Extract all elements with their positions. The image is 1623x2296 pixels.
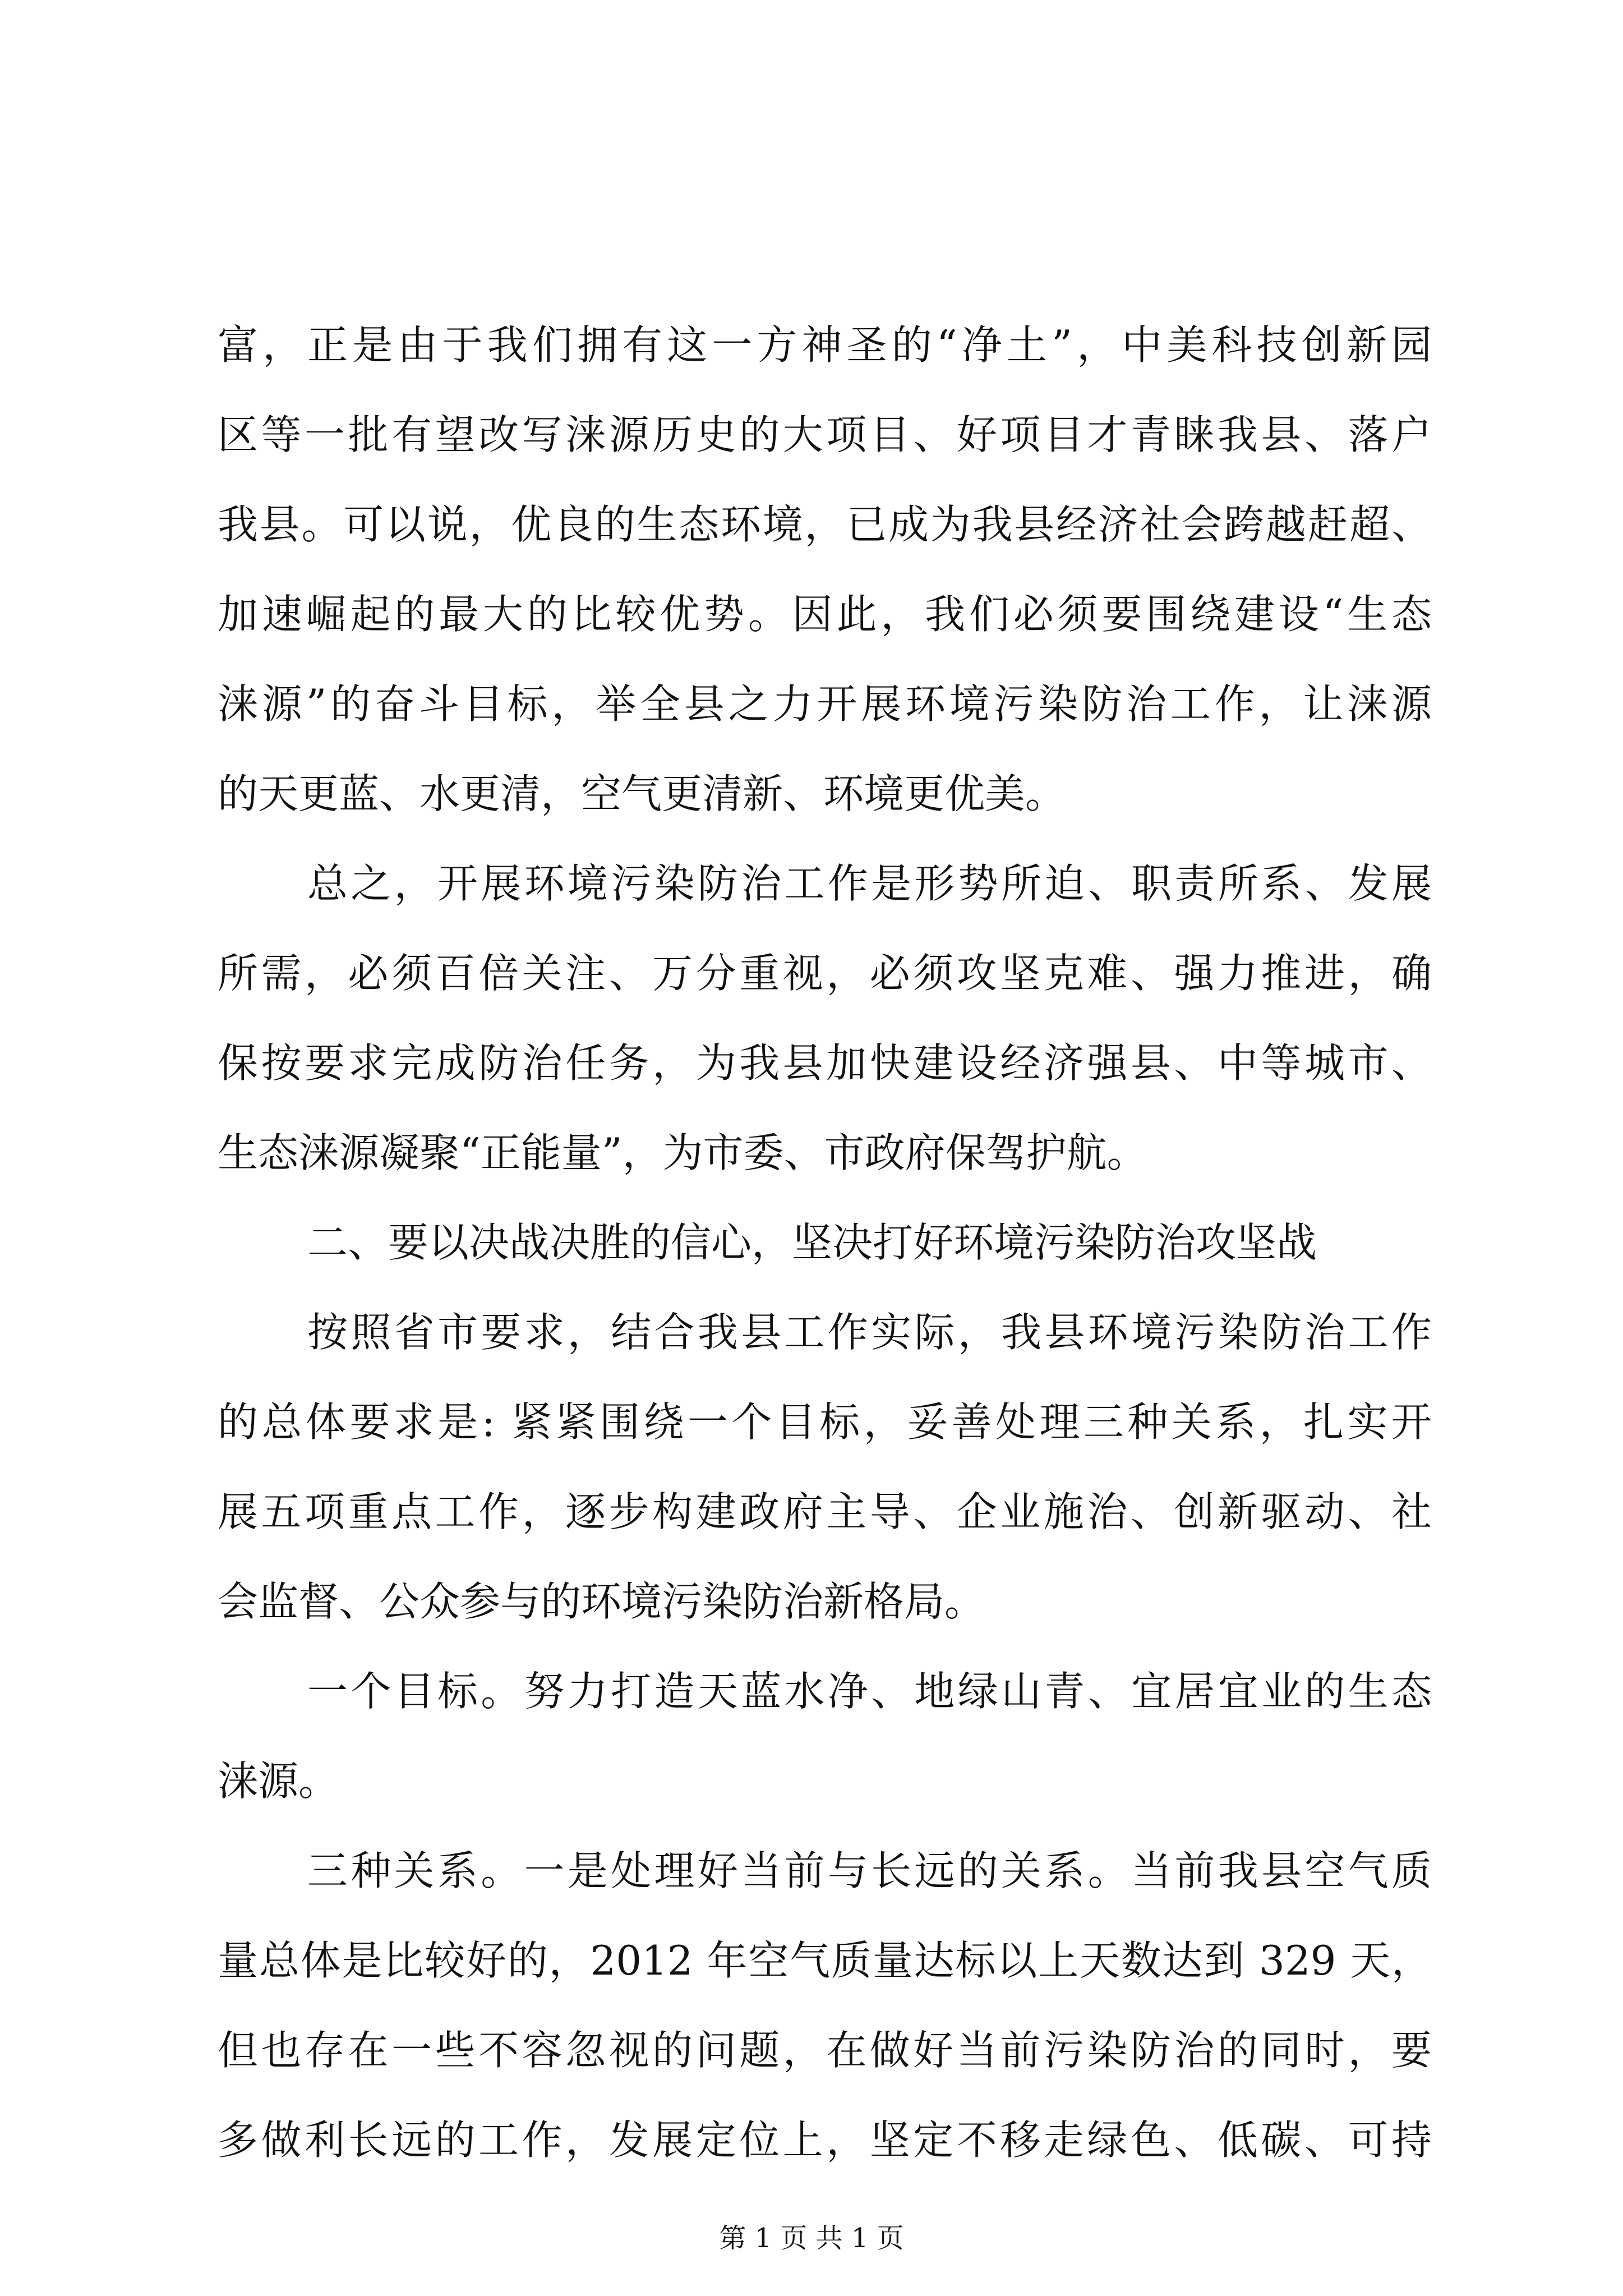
text-line: 涞源。 — [218, 1757, 339, 1805]
text-line: 但也存在一些不容忽视的问题，在做好当前污染防治的同时，要 — [218, 2027, 1432, 2074]
text-line: 展五项重点工作，逐步构建政府主导、企业施治、创新驱动、社 — [218, 1488, 1432, 1535]
text-line: 区等一批有望改写涞源历史的大项目、好项目才青睐我县、落户 — [218, 411, 1432, 458]
paragraph-first-line: 总之，开展环境污染防治工作是形势所迫、职责所系、发展 — [307, 860, 1432, 907]
text-line: 多做利长远的工作，发展定位上，坚定不移走绿色、低碳、可持 — [218, 2116, 1432, 2164]
text-line: 的天更蓝、水更清，空气更清新、环境更优美。 — [218, 770, 1066, 817]
text-line: 加速崛起的最大的比较优势。因此，我们必须要围绕建设“生态 — [218, 591, 1432, 638]
paragraph-first-line: 按照省市要求，结合我县工作实际，我县环境污染防治工作 — [307, 1309, 1432, 1356]
text-line: 我县。可以说，优良的生态环境，已成为我县经济社会跨越赶超、 — [218, 501, 1432, 548]
text-line: 涞源”的奋斗目标，举全县之力开展环境污染防治工作，让涞源 — [218, 680, 1432, 728]
text-line: 保按要求完成防治任务，为我县加快建设经济强县、中等城市、 — [218, 1039, 1432, 1087]
text-line: 会监督、公众参与的环境污染防治新格局。 — [218, 1578, 985, 1625]
section-heading: 二、要以决战决胜的信心，坚决打好环境污染防治攻坚战 — [307, 1219, 1317, 1266]
text-line: 所需，必须百倍关注、万分重视，必须攻坚克难、强力推进，确 — [218, 950, 1432, 997]
text-line: 富，正是由于我们拥有这一方神圣的“净土”，中美科技创新园 — [218, 321, 1432, 369]
text-line: 生态涞源凝聚“正能量”，为市委、市政府保驾护航。 — [218, 1129, 1147, 1176]
paragraph-first-line: 一个目标。努力打造天蓝水净、地绿山青、宜居宜业的生态 — [307, 1668, 1432, 1715]
paragraph-first-line: 三种关系。一是处理好当前与长远的关系。当前我县空气质 — [307, 1847, 1432, 1894]
text-line: 的总体要求是: 紧紧围绕一个目标，妥善处理三种关系，扎实开 — [218, 1398, 1432, 1446]
page-footer: 第 1 页 共 1 页 — [719, 2223, 904, 2254]
text-line: 量总体是比较好的，2012 年空气质量达标以上天数达到 329 天， — [218, 1937, 1432, 1984]
